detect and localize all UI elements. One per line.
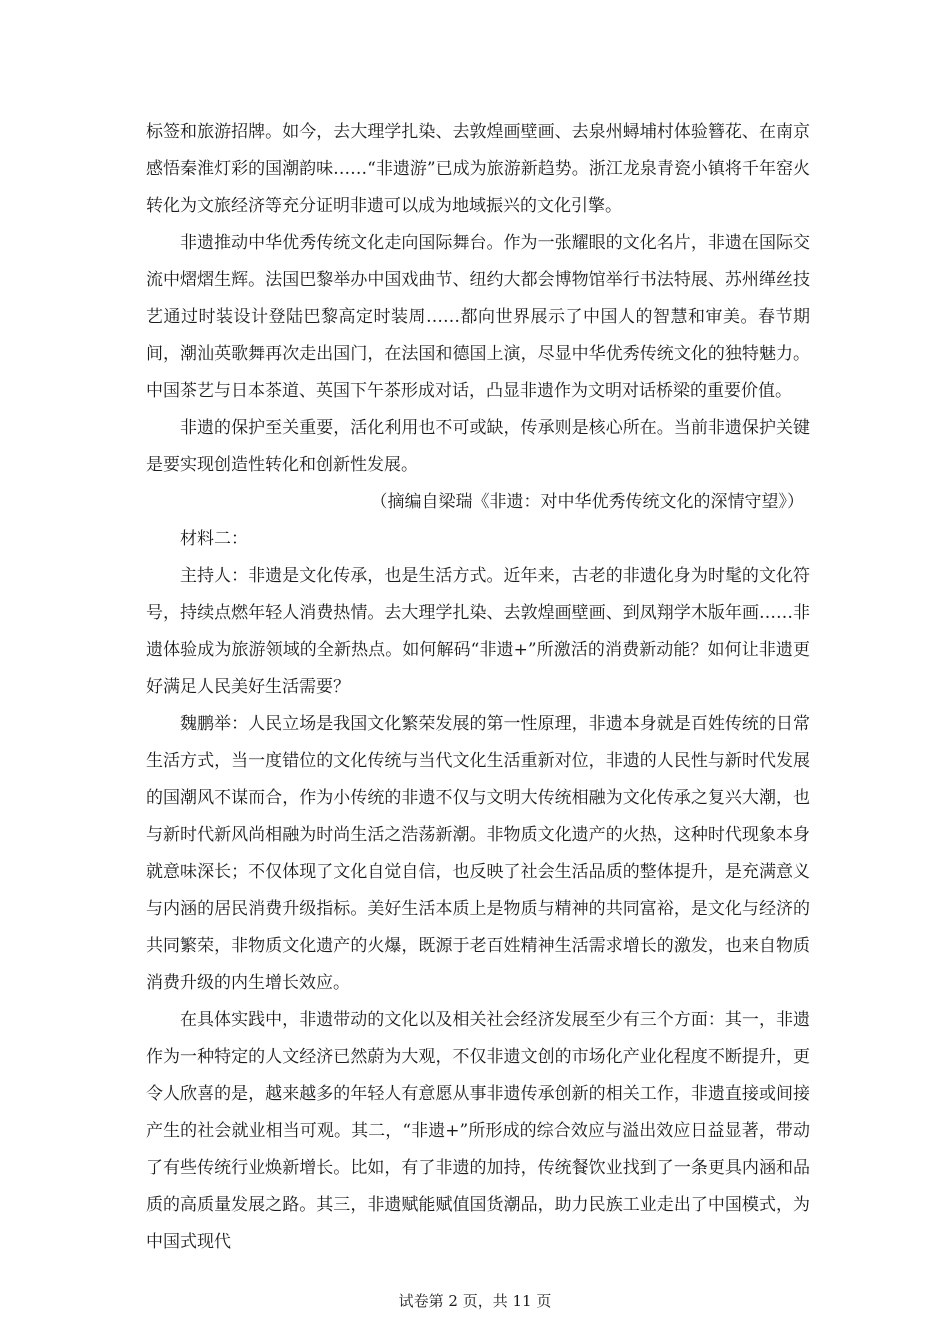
paragraph-wei-pengju: 魏鹏举：人民立场是我国文化繁荣发展的第一性原理，非遗本身就是百姓传统的日常生活方式，当一度错位的文化传统与当代文化生活重新对位，非遗的人民性与新时代发展的国潮风不谋而合，作为小传统的非遗不仅与文明大传统相融为文化传承之复兴大潮，也与新时代新风尚相融为时尚生活之浩荡新潮。非物质文化遗产的火热，这种时代现象本身就意味深长；不仅体现了文化自觉自信，也反映了社会生活品质的整体提升，是充满意义与内涵的居民消费升级指标。美好生活本质上是物质与精神的共同富裕，是文化与经济的共同繁荣，非物质文化遗产的火爆，既源于老百姓精神生活需求增长的激发，也来自物质消费升级的内生增长效应。 [146, 714, 810, 993]
article-body [146, 114, 810, 1261]
paragraph-host: 主持人：非遗是文化传承，也是生活方式。近年来，古老的非遗化身为时髦的文化符号，持续点燃年轻人消费热情。去大理学扎染、去敦煌画壁画、到凤翔学木版年画……非遗体验成为旅游领域的全新热点。如何解码“非遗+”所激活的消费新动能？如何让非遗更好满足人民美好生活需要？ [146, 566, 810, 697]
source-citation: （摘编自梁瑞《非遗：对中华优秀传统文化的深情守望》） [370, 492, 804, 512]
paragraph-international-stage: 非遗推动中华优秀传统文化走向国际舞台。作为一张耀眼的文化名片，非遗在国际交流中熠熠生辉。法国巴黎举办中国戏曲节、纽约大都会博物馆举行书法特展、苏州缂丝技艺通过时装设计登陆巴黎高定时装周……都向世界展示了中国人的智慧和审美。春节期间，潮汕英歌舞再次走出国门，在法国和德国上演，尽显中华优秀传统文化的独特魅力。中国茶艺与日本茶道、英国下午茶形成对话，凸显非遗作为文明对话桥梁的重要价值。 [146, 233, 810, 401]
paragraph-continuation: 标签和旅游招牌。如今，去大理学扎染、去敦煌画壁画、去泉州蟳埔村体验簪花、在南京感悟秦淮灯彩的国潮韵味……“非遗游”已成为旅游新趋势。浙江龙泉青瓷小镇将千年窑火转化为文旅经济等充分证明非遗可以成为地域振兴的文化引擎。 [146, 122, 810, 216]
paragraph-practice: 在具体实践中，非遗带动的文化以及相关社会经济发展至少有三个方面：其一，非遗作为一种特定的人文经济已然蔚为大观，不仅非遗文创的市场化产业化程度不断提升，更令人欣喜的是，越来越多的年轻人有意愿从事非遗传承创新的相关工作，非遗直接或间接产生的社会就业相当可观。其二，“非遗+”所形成的综合效应与溢出效应日益显著，带动了有些传统行业焕新增长。比如，有了非遗的加持，传统餐饮业找到了一条更具内涵和品质的高质量发展之路。其三，非遗赋能赋值国货潮品，助力民族工业走出了中国模式，为中国式现代 [146, 1010, 810, 1252]
material-two-label: 材料二： [180, 529, 248, 549]
paragraph-protection: 非遗的保护至关重要，活化利用也不可或缺，传承则是核心所在。当前非遗保护关键是要实现创造性转化和创新性发展。 [146, 418, 810, 475]
page-footer: 试卷第 2 页，共 11 页 [398, 1292, 552, 1310]
